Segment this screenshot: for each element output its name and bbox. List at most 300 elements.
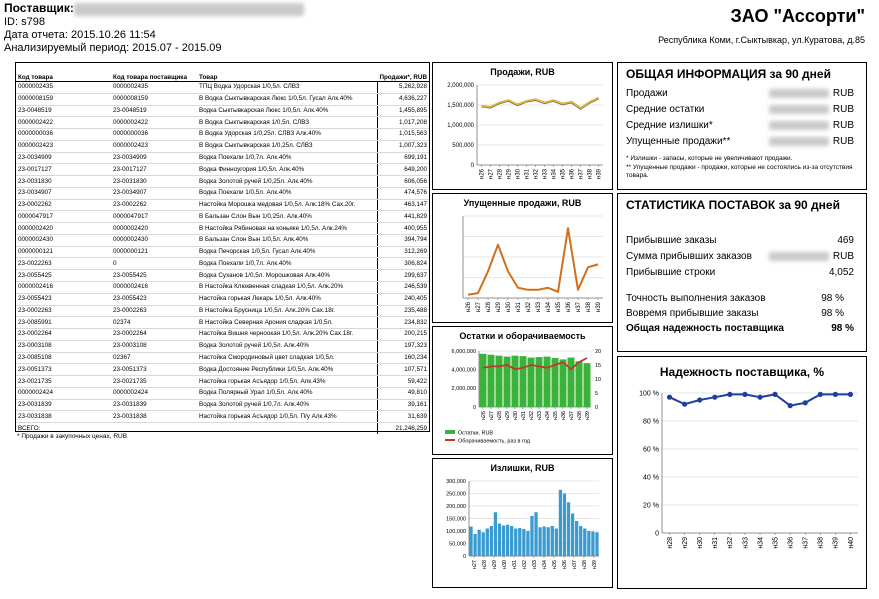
cell-product: Водка Суханов 1/0,5л. Морошковая Алк.40% [197,270,377,282]
sales-chart [433,63,612,189]
surplus-bar [482,532,485,556]
stock-bar [568,358,575,407]
y-tick-label: 80 % [643,418,659,426]
surplus-bar [571,514,574,557]
cell-code: 0000002422 [16,117,111,129]
x-tick-label: н35 [552,411,559,421]
surplus-bar [587,531,590,556]
table-row [16,187,429,199]
cell-sales: 1,455,895 [377,105,429,117]
surplus-bar [595,532,598,556]
surplus-bar [502,526,505,557]
cell-sales: 5,262,928 [377,82,429,94]
surplus-bar [547,527,550,556]
lost-sales-chart [433,194,612,322]
table-row [16,199,429,211]
table-row [16,270,429,282]
y-tick-label: 300,000 [446,478,466,485]
cell-sales: 441,829 [377,211,429,223]
cell-supplier-code: 0000047917 [111,211,197,223]
x-tick-label: н33 [742,537,750,549]
y-tick-label: 20 % [643,502,659,510]
x-tick-label: н38 [581,560,588,570]
stats-row-order-sum: Сумма прибывших заказов RUB [626,251,854,262]
stock-bar [584,363,591,407]
cell-sales: 394,794 [377,234,429,246]
cell-supplier-code: 23-0002263 [111,305,197,317]
cell-supplier-code: 0000002435 [111,82,197,94]
y-tick-label: 150,000 [446,516,466,523]
table-row [16,376,429,388]
cell-code: 23-0003108 [16,340,111,352]
cell-product: В Водка Сыктывкарская 1/0,5л. СЛВЗ [197,117,377,129]
cell-supplier-code: 0000008159 [111,93,197,105]
y-tick-label: 0 [462,553,466,560]
info-row-lost-sales: Упущенные продажи** RUB [626,136,854,147]
surplus-bar [494,512,497,556]
x-tick-label: н38 [586,302,592,312]
cell-sales: 400,955 [377,223,429,235]
general-info-panel [617,62,867,190]
x-tick-label: н32 [528,411,535,421]
cell-sales: 200,215 [377,329,429,341]
x-tick-label: н32 [727,537,735,549]
x-tick-label: н27 [488,411,495,421]
surplus-chart-title: Излишки, RUB [490,463,555,473]
surplus-bar [575,521,578,556]
y-tick-label: 100,000 [446,528,466,535]
lost-sales-chart-panel [432,193,613,323]
lost-sales-chart-title: Упущенные продажи, RUB [463,198,582,208]
y-tick-label: 0 [470,163,474,169]
stock-bar [520,356,527,407]
stats-row-ontime: Вовремя прибывшие заказы 98 % [626,308,844,319]
cell-code: 0000002416 [16,282,111,294]
cell-supplier-code: 02367 [111,352,197,364]
cell-supplier-code: 23-0017127 [111,164,197,176]
table-row [16,234,429,246]
surplus-bar [522,529,525,556]
col-header-code: Код товара [16,63,111,82]
stats-row-lines: Прибывшие строки 4,052 [626,267,854,278]
data-point [833,392,838,397]
data-point [803,400,808,405]
table-row [16,176,429,188]
cell-code: 23-0034907 [16,187,111,199]
cell-code: 0000002430 [16,234,111,246]
cell-supplier-code: 23-0034907 [111,187,197,199]
cell-product: Водка Достояние Республики 1/0,5л. Алк.40% [197,364,377,376]
y-tick-label: 2,000,000 [451,386,476,393]
cell-sales: 649,200 [377,164,429,176]
cell-supplier-code: 23-0055423 [111,293,197,305]
products-table [16,63,429,434]
x-tick-label: н29 [491,560,498,570]
info-row-avg-surplus: Средние излишки* RUB [626,120,854,131]
cell-code: 0000000036 [16,129,111,141]
cell-code: 23-0002262 [16,199,111,211]
surplus-bar [530,516,533,556]
cell-supplier-code: 23-0034909 [111,152,197,164]
x-tick-label: н36 [569,169,576,179]
cell-product: Водка Золотой ручей 1/0,25л. Алк.40% [197,176,377,188]
cell-sales: 160,234 [377,352,429,364]
data-point [818,392,823,397]
cell-code: 23-0034909 [16,152,111,164]
legend-label-stock: Остатки, RUB [458,430,494,437]
x-tick-label: н26 [466,302,472,312]
cell-sales: 107,571 [377,364,429,376]
cell-supplier-code: 23-0055425 [111,270,197,282]
table-row [16,399,429,411]
table-row [16,152,429,164]
cell-product: В Настойка Северная Арония сладкая 1/0,5л. [197,317,377,329]
surplus-bar [526,531,529,556]
surplus-bar [538,527,541,556]
sales-chart-panel [432,62,613,190]
report-header [4,2,304,55]
y2-tick-label: 10 [595,377,602,383]
cell-code: 23-0031830 [16,176,111,188]
x-tick-label: н40 [847,537,855,549]
cell-supplier-code: 0000002420 [111,223,197,235]
cell-sales: 246,539 [377,282,429,294]
table-row [16,117,429,129]
cell-product: В Водка Удорская 1/0,25л. СЛВЗ Алк.40% [197,129,377,141]
cell-supplier-code: 23-0048519 [111,105,197,117]
table-row [16,82,429,94]
stock-bar [544,357,551,407]
cell-supplier-code: 23-0002264 [111,329,197,341]
cell-supplier-code: 23-0031830 [111,176,197,188]
cell-sales: 1,015,563 [377,129,429,141]
cell-sales: 31,639 [377,411,429,423]
table-row [16,211,429,223]
cell-product: ТПЦ Водка Удорская 1/0,5л. СЛВЗ [197,82,377,94]
cell-sales: 312,269 [377,246,429,258]
cell-code: 0000047917 [16,211,111,223]
cell-product: Водка Золотой ручей 1/0,7л. Алк.40% [197,399,377,411]
surplus-bar [478,530,481,556]
x-tick-label: н34 [541,560,548,570]
cell-supplier-code: 23-0002262 [111,199,197,211]
y-tick-label: 500,000 [452,143,474,149]
cell-code: 23-0021735 [16,376,111,388]
x-tick-label: н38 [587,169,594,179]
cell-code: 23-0017127 [16,164,111,176]
cell-supplier-code: 23-0031838 [111,411,197,423]
table-row [16,352,429,364]
surplus-bar [506,525,509,556]
cell-supplier-code: 23-0003108 [111,340,197,352]
x-tick-label: н37 [571,560,578,570]
x-tick-label: н28 [496,411,503,421]
cell-code: 0000008159 [16,93,111,105]
cell-code: 23-0002263 [16,305,111,317]
table-row [16,223,429,235]
cell-code: 23-0048519 [16,105,111,117]
cell-code: 0000002435 [16,82,111,94]
x-tick-label: н30 [501,560,508,570]
y-tick-label: 40 % [643,474,659,482]
surplus-bar [518,528,521,556]
surplus-bar [591,532,594,557]
cell-sales: 235,488 [377,305,429,317]
stats-row-reliability: Общая надежность поставщика 98 % [626,323,854,334]
x-tick-label: н28 [481,560,488,570]
cell-supplier-code: 0000000121 [111,246,197,258]
surplus-chart [433,459,612,587]
cell-code: 0000002420 [16,223,111,235]
y-tick-label: 0 [472,404,476,411]
cell-code: 0000002424 [16,387,111,399]
x-tick-label: н29 [504,411,511,421]
cell-product: Настойка горькая Лекарь 1/0,5л. Алк.40% [197,293,377,305]
general-info-title: ОБЩАЯ ИНФОРМАЦИЯ за 90 дней [626,67,831,81]
x-tick-label: н38 [817,537,825,549]
col-header-supplier-code: Код товара поставщика [111,63,197,82]
supplier-label: Поставщик: [4,1,74,15]
x-tick-label: н29 [681,537,689,549]
cell-sales: 59,422 [377,376,429,388]
x-tick-label: н31 [712,537,720,549]
cell-sales: 240,405 [377,293,429,305]
col-header-product: Товар [197,63,377,82]
cell-sales: 306,824 [377,258,429,270]
data-point [667,395,672,400]
info-row-avg-stock: Средние остатки RUB [626,104,854,115]
x-tick-label: н34 [546,302,552,312]
cell-product: В Водка Сыктывкарская Люкс 1/0,5л. Гусал Алк.40% [197,93,377,105]
table-row [16,164,429,176]
surplus-bar [543,527,546,557]
legend-swatch-stock [445,430,455,434]
x-tick-label: н32 [526,302,532,312]
stock-bar [560,359,567,407]
report-id: ID: s798 [4,16,45,28]
y-tick-label: 2,000,000 [447,83,474,89]
company-name: ЗАО "Ассорти" [730,6,865,26]
table-row [16,129,429,141]
cell-product: В Настойка Клюквенная сладкая 1/0,5л. Алк.20% [197,282,377,294]
y-tick-label: 200,000 [446,503,466,510]
cell-product: Настойка горькая Асъядор 1/0,5л. П/у Алк.43% [197,411,377,423]
x-tick-label: н31 [524,169,531,179]
table-row [16,105,429,117]
x-tick-label: н37 [802,537,810,549]
table-row [16,293,429,305]
surplus-bar [510,526,513,556]
surplus-bar [534,512,537,556]
x-tick-label: н26 [479,169,486,179]
table-row [16,246,429,258]
cell-product: Настойка Смородиновый цвет сладкая 1/0,5л. [197,352,377,364]
x-tick-label: н34 [757,537,765,549]
surplus-bar [490,526,493,556]
x-tick-label: н30 [512,411,519,421]
sales-chart-title: Продажи, RUB [490,67,555,77]
x-tick-label: н31 [516,302,522,312]
cell-sales: 699,191 [377,152,429,164]
y-tick-label: 1,000,000 [447,123,474,129]
x-tick-label: н36 [561,560,568,570]
cell-code: 23-0051373 [16,364,111,376]
cell-code: 23-0031838 [16,411,111,423]
cell-supplier-code: 0000002423 [111,140,197,152]
cell-sales: 299,637 [377,270,429,282]
legend-swatch-turnover [445,439,455,441]
cell-product: Настойка Морошка медовая 1/0,5л. Алк.18% Сах.20г. [197,199,377,211]
surplus-bar [469,527,472,557]
cell-supplier-code: 0000002422 [111,117,197,129]
cell-product: Водка Полярный Урал 1/0,5л. Алк.40% [197,387,377,399]
stock-chart-title: Остатки и оборачиваемость [459,331,586,341]
x-tick-label: н37 [568,411,575,421]
stats-row-accuracy: Точность выполнения заказов 98 % [626,293,844,304]
x-tick-label: н29 [496,302,502,312]
table-row [16,387,429,399]
cell-code: 23-0031839 [16,399,111,411]
cell-code: 0000000121 [16,246,111,258]
reliability-chart-panel [617,356,867,589]
cell-supplier-code: 0 [111,258,197,270]
x-tick-label: н35 [772,537,780,549]
data-point [712,395,717,400]
cell-sales: 197,323 [377,340,429,352]
cell-product: Настойка Вишня черноокая 1/0,5л. Алк.20% Сах.18г. [197,329,377,341]
data-point [697,397,702,402]
cell-product: В Бальзан Слон Вын 1/0,25л. Алк.40% [197,211,377,223]
stock-bar [512,356,519,407]
stock-chart-panel [432,326,613,455]
cell-supplier-code: 0000000036 [111,129,197,141]
surplus-bar [498,524,501,557]
y-tick-label: 250,000 [446,491,466,498]
cell-product: В Бальзан Слон Вын 1/0,5л. Алк.40% [197,234,377,246]
cell-sales: 474,576 [377,187,429,199]
cell-supplier-code: 0000002416 [111,282,197,294]
cell-supplier-code: 23-0021735 [111,376,197,388]
cell-code: 0000002423 [16,140,111,152]
cell-product: Водка Сыктывкарская Люкс 1/0,5л. Алк.40% [197,105,377,117]
delivery-stats-panel [617,193,867,352]
cell-product: Водка Золотой ручей 1/0,5л. Алк.40% [197,340,377,352]
x-tick-label: н37 [578,169,585,179]
surplus-bar [473,534,476,556]
cell-sales: 1,017,208 [377,117,429,129]
series-line [468,228,598,294]
cell-sales: 1,007,323 [377,140,429,152]
cell-supplier-code: 02374 [111,317,197,329]
company-block [658,6,865,45]
stock-bar [480,354,487,407]
cell-sales: 234,832 [377,317,429,329]
y2-tick-label: 15 [595,363,602,369]
x-tick-label: н33 [536,302,542,312]
data-point [772,392,777,397]
table-row [16,93,429,105]
data-point [727,392,732,397]
x-tick-label: н35 [556,302,562,312]
x-tick-label: н32 [533,169,540,179]
y2-tick-label: 5 [595,391,599,397]
x-tick-label: н36 [566,302,572,312]
x-tick-label: н32 [521,560,528,570]
x-tick-label: н28 [497,169,504,179]
stock-bar [536,357,543,407]
x-tick-label: н34 [544,411,551,421]
y2-tick-label: 0 [595,405,599,411]
info-note-lost: ** Упущенные продажи - продажи, которые не состоялись из-за отсутствия товара. [626,164,853,179]
info-row-sales: Продажи RUB [626,88,854,99]
cell-product: Водка Поехали 1/0,7л. Алк.40% [197,152,377,164]
cell-code: 23-0022263 [16,258,111,270]
products-table-box [15,62,430,432]
data-point [788,403,793,408]
x-tick-label: н27 [476,302,482,312]
cell-code: 23-0002264 [16,329,111,341]
x-tick-label: н35 [551,560,558,570]
analysis-period: Анализируемый период: 2015.07 - 2015.09 [4,42,222,54]
x-tick-label: н35 [560,169,567,179]
surplus-bar [583,529,586,557]
surplus-bar [579,526,582,556]
series-line [482,98,599,108]
table-row [16,258,429,270]
reliability-chart-title: Надежность поставщика, % [659,365,825,379]
cell-product: Водка Финноугория 1/0,5л. Алк.40% [197,164,377,176]
data-point [757,395,762,400]
table-row [16,340,429,352]
y2-tick-label: 20 [595,349,602,355]
cell-code: 23-0085991 [16,317,111,329]
table-row [16,140,429,152]
y-tick-label: 60 % [643,446,659,454]
cell-code: 23-0055425 [16,270,111,282]
cell-product: Водка Печорская 1/0,5л. Гусал Алк.40% [197,246,377,258]
col-header-sales: Продажи*, RUB [377,63,429,82]
x-tick-label: н39 [832,537,840,549]
x-tick-label: н33 [531,560,538,570]
x-tick-label: н30 [515,169,522,179]
table-header-row [16,63,429,82]
cell-supplier-code: 0000002430 [111,234,197,246]
surplus-bar [567,502,570,556]
table-row [16,305,429,317]
y-tick-label: 6,000,000 [451,348,476,355]
data-point [682,402,687,407]
cell-product: Водка Поехали 1/0,7л. Алк.40% [197,258,377,270]
surplus-bar [514,529,517,557]
cell-supplier-code: 23-0031839 [111,399,197,411]
x-tick-label: н38 [576,411,583,421]
cell-product: Водка Поехали 1/0,5л. Алк.40% [197,187,377,199]
report-date: Дата отчета: 2015.10.26 11:54 [4,29,156,41]
reliability-chart [618,357,866,588]
info-note-surplus: * Излишки - запасы, которые не увеличивают продажи. [626,155,793,162]
surplus-chart-panel [432,458,613,588]
data-point [848,392,853,397]
surplus-bar [486,529,489,557]
x-tick-label: н33 [542,169,549,179]
table-row [16,329,429,341]
cell-product: В Настойка Брусница 1/0,5л. Алк.20% Сах.18г. [197,305,377,317]
total-label: ВСЕГО: [16,423,111,434]
x-tick-label: н30 [506,302,512,312]
x-tick-label: н36 [787,537,795,549]
x-tick-label: н31 [511,560,518,570]
x-tick-label: н37 [576,302,582,312]
